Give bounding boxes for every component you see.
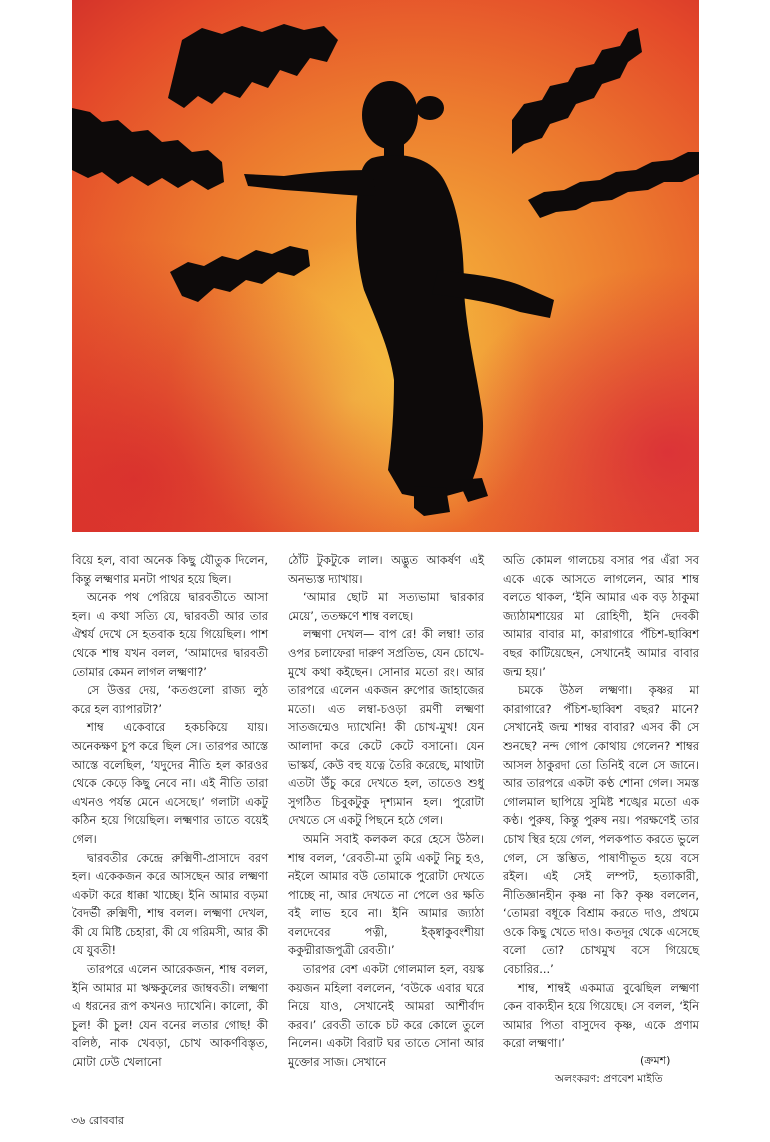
page-folio: ৩৬ রোববার — [71, 1114, 124, 1127]
paragraph: অনেক পথ পেরিয়ে দ্বারবতীতে আসা হল। এ কথা সত্যি যে, দ্বারবতী আর তার ঐশ্বর্য দেখে সে হতবাক হয়ে গিয়েছিল। পাশ থেকে শাম্ব যখন বলল, ‘আমাদের দ্বারবতী তোমার কেমন লাগল লক্ষ্মণা?’ — [72, 590, 268, 679]
paragraph: দ্বারবতীর কেন্দ্রে রুক্মিণী-প্রাসাদে বরণ হল। একেকজন করে আসছেন আর লক্ষ্মণা একটা করে ধাক্কা খাচ্ছে। ইনি আমার বড়মা বৈদর্ভী রুক্মিণী, শাম্ব বলল। লক্ষ্মণা দেখল, কী যে মিষ্টি চেহারা, কী যে গরিমসী, আর কী যে যুবতী! — [72, 850, 268, 958]
paragraph: শাম্ব একেবারে হকচকিয়ে যায়। অনেকক্ষণ চুপ করে ছিল সে। তারপর আস্তে আস্তে বলেছিল, ‘যদুদের নীতি হল কারওর থেকে কেড়ে কিছু নেবে না। এই নীতি তারা এখনও পর্যন্ত মেনে এসেছে।’ গলাটা একটু কঠিন হয়ে গিয়েছিল। লক্ষ্মণার তাতে বয়েই গেল। — [72, 720, 268, 846]
paragraph: তারপরে এলেন আরেকজন, শাম্ব বলল, ইনি আমার মা ঋক্ষকুলের জাম্ববতী। লক্ষ্মণা এ ধরনের রূপ কখনও দ্যাখেনি। কালো, কী চুল! কী চুল! যেন বনের লতার গোছ! কী বলিষ্ঠ, নাক খেবড়া, চোখ আকর্ণবিস্তৃত, মোটা ঢেউ খেলানো — [72, 962, 268, 1070]
paragraph: সে উত্তর দেয়, ‘কতগুলো রাজ্য লুঠ করে হল ব্যাপারটা?’ — [72, 683, 268, 716]
text-column-1 — [72, 551, 268, 1072]
silhouette-illustration — [72, 0, 699, 532]
text-column-3 — [503, 551, 699, 1053]
paragraph: ‘আমার ছোট মা সত্যভামা দ্বারকার মেয়ে’, ততক্ষণে শাম্ব বলছে। — [288, 590, 484, 623]
paragraph: বিয়ে হল, বাবা অনেক কিছু যৌতুক দিলেন, কিন্তু লক্ষ্মণার মনটা পাথর হয়ে ছিল। — [72, 553, 268, 586]
text-column-2 — [288, 551, 484, 1072]
paragraph: শাম্ব, শাম্বই একমাত্র বুঝেছিল লক্ষ্মণা কেন বাক্যহীন হয়ে গিয়েছে। সে বলল, ‘ইনি আমার পিতা বাসুদেব কৃষ্ণ, একে প্রণাম করো লক্ষ্মণা।’ — [503, 980, 699, 1051]
paragraph: তারপর বেশ একটা গোলমাল হল, বয়স্ক কয়জন মহিলা বললেন, ‘বউকে এবার ঘরে নিয়ে যাও, সেখানেই আমরা আশীর্বাদ করব।’ রেবতী তাকে চট করে কোলে তুলে নিলেন। একটা বিরাট ঘর তাতে সোনা আর মুক্তোর সাজ। সেখানে — [288, 962, 484, 1070]
to-be-continued: (ক্রমশ) — [640, 1054, 671, 1067]
paragraph: চমকে উঠল লক্ষ্মণা। কৃষ্ণর মা কারাগারে? পঁচিশ-ছাব্বিশ বছর? মানে? সেখানেই জন্ম শাম্বর বাবার? এসব কী সে শুনছে? নন্দ গোপ কোথায় গেলেন? শাম্বর আসল ঠাকুরদা তো তিনিই বলে সে জানে। আর তারপরে একটা কণ্ঠ শোনা গেল। সমস্ত গোলমাল ছাপিয়ে সুমিষ্ট শঙ্খের মতো এক কণ্ঠ। পুরুষ, কিন্তু পুরুষ নয়। পরক্ষণেই তার চোখ স্থির হয়ে গেল, পলকপাত করতে ভুলে গেল, সে স্তম্ভিত, পাষাণীভূত হয়ে বসে রইল। এই সেই লম্পট, হত্যাকারী, নীতিজ্ঞানহীন কৃষ্ণ না কি? কৃষ্ণ বললেন, ‘তোমরা বধূকে বিশ্রাম করতে দাও, প্রথমে ওকে কিছু খেতে দাও। কতদূর থেকে এসেছে বলো তো? চোখমুখ বসে গিয়েছে বেচারির...’ — [503, 683, 699, 977]
paragraph: লক্ষ্মণা দেখল— বাপ রে! কী লম্বা! তার ওপর চলাফেরা দারুণ সপ্রতিভ, যেন চোখে-মুখে কথা কইছেন। সোনার মতো রং। আর তারপরে এলেন একজন রুপোর জাহাজের মতো। এত লম্বা-চওড়া রমণী লক্ষ্মণা সাতজন্মেও দ্যাখেনি! কী চোখ-মুখ! যেন আলাদা করে কেটে কেটে বসানো। যেন ভাস্কর্য, কেউ বহু যত্নে তৈরি করেছে, মাথাটা এতটা উঁচু করে দেখতে হল, তাতেও শুধু সুগঠিত চিবুকটুকু দৃশ্যমান হল। পুরোটা দেখতে সে একটু পিছনে হঠে গেল। — [288, 627, 484, 828]
paragraph: ঠোঁট টুকটুকে লাল। অদ্ভুত আকর্ষণ এই অনভ্যস্ত দ্যাখায়। — [288, 553, 484, 586]
paragraph: অতি কোমল গালচেয় বসার পর এঁরা সব একে একে আসতে লাগলেন, আর শাম্ব বলতে থাকল, ‘ইনি আমার এক বড় ঠাকুমা জ্যাঠামশায়ের মা রোহিণী, ইনি দেবকী আমার বাবার মা, কারাগারে পঁচিশ-ছাব্বিশ বছর কাটিয়েছেন, সেখানেই আমার বাবার জন্ম হয়।’ — [503, 553, 699, 679]
illustration-credit: অলংকরণ: প্রণবেশ মাইতি — [555, 1073, 663, 1085]
paragraph: অমনি সবাই কলকল করে হেসে উঠল। শাম্ব বলল, ‘রেবতী-মা তুমি একটু নিচু হও, নইলে আমার বউ তোমাকে পুরোটা দেখতে পাচ্ছে না, আর দেখতে না পেলে ওর ক্ষতি বই লাভ হবে না। ইনি আমার জ্যাঠা বলদেবের পত্নী, ইক্ষ্বাকুবংশীয়া ককুদ্মীরাজপুত্রী রেবতী।’ — [288, 831, 484, 958]
